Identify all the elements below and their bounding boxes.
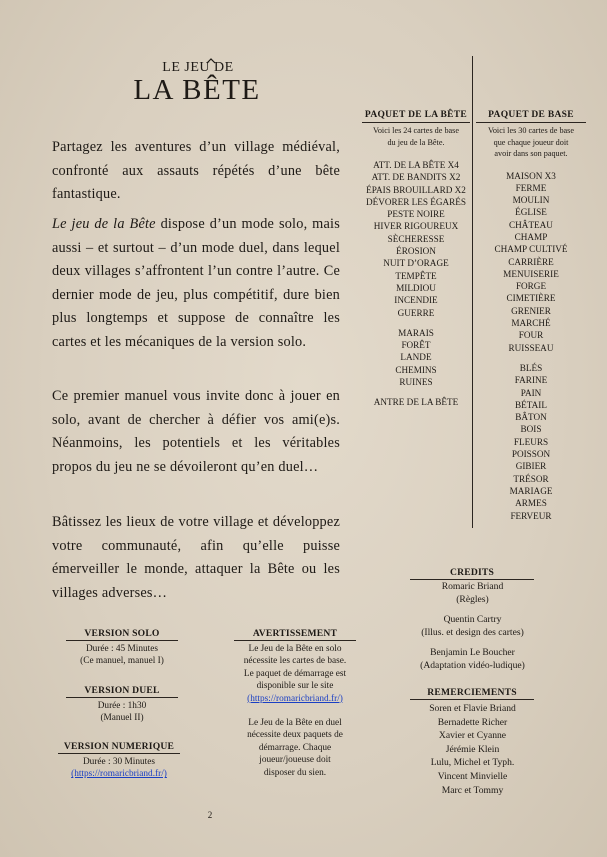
- intro-text-2-rest: dispose d’un mode solo, mais aussi – et surtout – d’un mode duel, dans lequel deux villages s’affrontent l’un contre l’autre. Ce dernier mode de jeu, plus compétitif, dure bien plus longtemps et suppose de connaître les cartes et les mécaniques de la version solo.: [52, 216, 340, 350]
- thanks-name: Xavier et Cyanne: [438, 730, 507, 742]
- card-list-item: FERME: [515, 182, 547, 193]
- description-line: avoir dans son paquet.: [494, 149, 568, 158]
- credit-name: Romaric Briand: [441, 581, 504, 592]
- card-list-item: MENUISERIE: [503, 268, 559, 279]
- version-duel-details: [66, 700, 178, 725]
- card-list-item: PAIN: [520, 387, 542, 398]
- credits-heading: CREDITS: [449, 567, 495, 578]
- warning-line: disponible sur le site: [256, 681, 334, 692]
- credits-section: [410, 567, 534, 580]
- credits-entry-rules: [400, 581, 545, 606]
- base-deck-heading: PAQUET DE BASE: [488, 110, 574, 120]
- intro-paragraph-3: [52, 385, 340, 479]
- card-list-item: TRÉSOR: [513, 473, 549, 484]
- card-list-item: PESTE NOIRE: [387, 209, 445, 220]
- intro-paragraph-2: [52, 213, 340, 354]
- card-list-item: CARRIÈRE: [508, 256, 554, 267]
- thanks-name: Bernadette Richer: [437, 716, 508, 728]
- warning-line: Le Jeu de la Bête en duel: [248, 718, 342, 729]
- intro-text-1: Partagez les aventures d’un village médiéval, confronté aux assauts répétés d’une bête fantastique.: [52, 139, 340, 202]
- card-list-item: FOUR: [518, 330, 544, 341]
- card-list-item: MILDIOU: [396, 282, 436, 293]
- warning-heading: AVERTISSEMENT: [252, 628, 338, 639]
- card-list-item: LANDE: [400, 352, 432, 363]
- base-deck-heading-rule: [476, 122, 586, 123]
- version-solo-details: [66, 643, 178, 668]
- card-list-item: DÉVORER LES ÉGARÉS: [365, 196, 467, 207]
- description-line: du jeu de la Bête.: [387, 137, 445, 147]
- card-list-item: TEMPÊTE: [395, 270, 437, 281]
- thanks-name: Marc et Tommy: [441, 784, 504, 796]
- credits-entry-video: [400, 647, 545, 672]
- card-list-item: CHAMP CULTIVÉ: [494, 244, 568, 255]
- thanks-heading: REMERCIEMENTS: [427, 687, 517, 698]
- list-group-gap: [362, 319, 470, 327]
- card-list-item: ATT. DE BANDITS X2: [371, 172, 461, 183]
- column-divider: [472, 56, 473, 528]
- card-list-item: ATT. DE LA BÊTE X4: [373, 160, 459, 170]
- version-numeric-duration: Durée : 30 Minutes: [82, 757, 156, 767]
- thanks-section: [410, 687, 534, 700]
- version-solo-manual: (Ce manuel, manuel I): [80, 656, 164, 667]
- version-solo-duration: Durée : 45 Minutes: [85, 644, 159, 654]
- warning-line: démarrage. Chaque: [258, 742, 332, 753]
- thanks-name: Jérémie Klein: [445, 743, 500, 755]
- card-list-item: FARINE: [514, 375, 548, 386]
- card-list-item: FORGE: [515, 281, 547, 292]
- beast-deck-list: [362, 159, 470, 409]
- version-solo-section: [66, 628, 178, 668]
- page-number: 2: [207, 810, 213, 820]
- version-duel-duration: Durée : 1h30: [97, 701, 147, 711]
- beast-deck-description: [362, 125, 470, 148]
- description-line: Voici les 30 cartes de base: [487, 126, 574, 135]
- card-list-item: HIVER RIGOUREUX: [373, 221, 459, 232]
- card-list-item: INCENDIE: [394, 295, 438, 306]
- thanks-name: Lulu, Michel et Typh.: [430, 757, 515, 769]
- card-list-item: POISSON: [511, 449, 551, 460]
- credit-name: Benjamin Le Boucher: [430, 647, 515, 658]
- credit-role: (Règles): [456, 593, 489, 605]
- card-list-item: MARIAGE: [509, 485, 553, 496]
- credit-name: Quentin Cartry: [443, 614, 502, 625]
- version-duel-manual: (Manuel II): [100, 713, 144, 724]
- card-list-item: FORÊT: [401, 340, 431, 351]
- card-list-item: GUERRE: [397, 307, 435, 318]
- version-duel-rule: [66, 697, 178, 698]
- base-deck-column: [476, 110, 586, 522]
- thanks-list: [400, 702, 545, 797]
- card-list-item: MARAIS: [398, 327, 434, 338]
- beast-deck-heading-rule: [362, 122, 470, 123]
- game-title-italic: Le jeu de la Bête: [52, 216, 156, 232]
- card-list-item: GRENIER: [511, 305, 551, 316]
- description-line: Voici les 24 cartes de base: [372, 126, 459, 135]
- credit-role: (Adaptation vidéo-ludique): [420, 659, 525, 671]
- version-duel-section: [66, 685, 178, 725]
- version-numeric-heading: VERSION NUMERIQUE: [63, 741, 175, 752]
- card-list-item: MAISON X3: [506, 170, 556, 181]
- warning-rule: [234, 640, 356, 641]
- card-list-item: NUIT D’ORAGE: [383, 258, 449, 269]
- version-solo-rule: [66, 640, 178, 641]
- card-list-item: CHÂTEAU: [509, 219, 553, 230]
- warning-section: [234, 628, 356, 779]
- card-list-item: MOULIN: [512, 195, 550, 206]
- card-list-item: RUINES: [399, 377, 433, 388]
- base-deck-description: [476, 125, 586, 160]
- warning-solo-text: [234, 643, 356, 705]
- card-list-item: ARMES: [515, 498, 547, 509]
- intro-paragraph-4: [52, 511, 340, 605]
- card-list-item: BLÉS: [519, 362, 543, 373]
- warning-line: Le paquet de démarrage est: [243, 668, 347, 679]
- website-link[interactable]: (https://romaricbriand.fr/): [71, 769, 167, 780]
- warning-duel-text: [234, 717, 356, 779]
- warning-line: joueur/joueuse doit: [259, 755, 331, 766]
- credits-entry-illustrations: [400, 614, 545, 639]
- version-solo-heading: VERSION SOLO: [84, 628, 160, 639]
- description-line: que chaque joueur doit: [493, 137, 569, 147]
- title-small: LE JEU DE: [162, 60, 234, 75]
- intro-text-4: Bâtissez les lieux de votre village et développez votre communauté, afin qu’elle puisse émerveiller le monde, attaquer la Bête ou les villages adverses…: [52, 514, 340, 601]
- version-duel-heading: VERSION DUEL: [84, 685, 160, 696]
- intro-text-2: [52, 213, 340, 354]
- card-list-item: MARCHÉ: [511, 318, 551, 329]
- beast-deck-column: [362, 110, 470, 409]
- thanks-name: Soren et Flavie Briand: [429, 703, 516, 714]
- card-list-item: BÉTAIL: [515, 399, 547, 410]
- card-list-item: ÉPAIS BROUILLARD X2: [366, 184, 466, 195]
- version-numeric-rule: [58, 753, 180, 754]
- card-list-item: CIMETIÈRE: [506, 293, 556, 304]
- beast-deck-heading: PAQUET DE LA BÊTE: [364, 110, 468, 120]
- card-list-item: RUISSEAU: [508, 342, 554, 353]
- card-list-item: CHAMP: [514, 231, 548, 242]
- card-list-item: ÉGLISE: [515, 207, 547, 218]
- page-title: LA BÊTE: [133, 74, 261, 106]
- thanks-rule: [410, 699, 534, 700]
- card-list-item: ÉROSION: [396, 246, 436, 257]
- list-group-gap: [476, 354, 586, 362]
- card-list-item: FLEURS: [513, 436, 549, 447]
- base-deck-list: [476, 170, 586, 522]
- card-list-item: CHEMINS: [395, 364, 437, 375]
- credits-rule: [410, 579, 534, 580]
- intro-paragraph-1: [52, 136, 340, 207]
- card-list-item: BOIS: [520, 424, 542, 435]
- title-hat-ornament: [206, 58, 216, 64]
- card-list-item: GIBIER: [515, 461, 547, 472]
- card-list-item: FERVEUR: [510, 510, 552, 521]
- website-link[interactable]: (https://romaricbriand.fr/): [247, 693, 343, 704]
- credit-role: (Illus. et design des cartes): [421, 626, 524, 638]
- intro-text-3: Ce premier manuel vous invite donc à jouer en solo, avant de chercher à défier vos ami(e)s. Néanmoins, les potentiels et les véritables propos du jeu ne se dévoileront qu’en duel…: [52, 388, 340, 475]
- warning-line: nécessite deux paquets de: [247, 730, 343, 741]
- warning-line: disposer du sien.: [263, 767, 327, 778]
- card-list-item: SÈCHERESSE: [387, 233, 445, 244]
- card-list-item: ANTRE DE LA BÊTE: [373, 397, 459, 408]
- card-list-item: BÂTON: [515, 412, 547, 423]
- version-numeric-details: [58, 756, 180, 781]
- version-numeric-section: [58, 741, 180, 781]
- warning-line: Le Jeu de la Bête en solo: [248, 644, 342, 654]
- list-group-gap: [362, 388, 470, 396]
- warning-line: nécessite les cartes de base.: [243, 656, 347, 667]
- thanks-name: Vincent Minvielle: [437, 770, 508, 782]
